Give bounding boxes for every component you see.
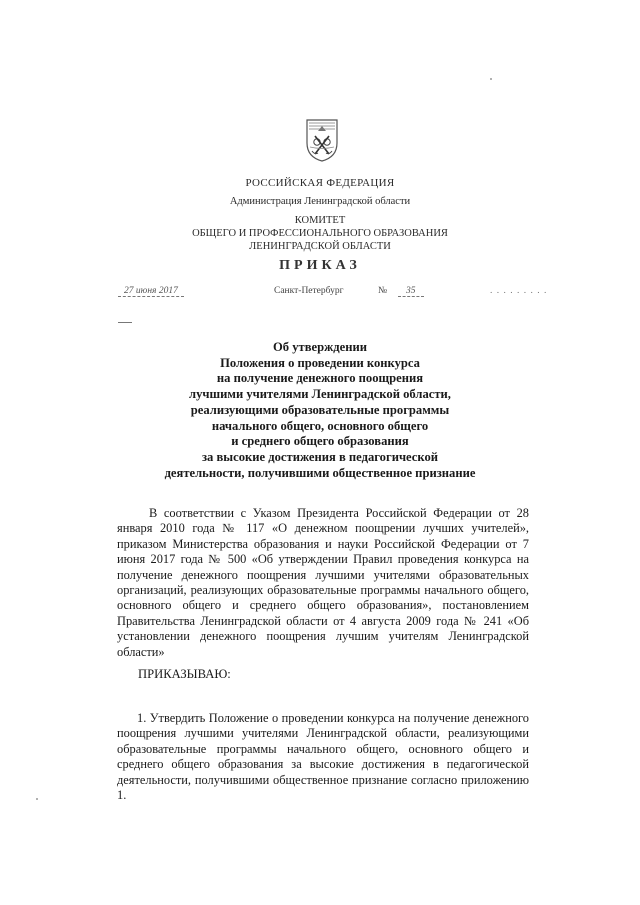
title-line: Об утверждении — [273, 340, 367, 354]
scan-speck — [36, 798, 38, 800]
leningrad-oblast-emblem-icon — [304, 117, 340, 163]
document-type-title: ПРИКАЗ — [279, 258, 361, 273]
blank-line: . . . . . . . . . — [490, 286, 548, 296]
title-line: на получение денежного поощрения — [216, 371, 424, 386]
committee-name — [0, 214, 640, 253]
committee-line: ЛЕНИНГРАДСКОЙ ОБЛАСТИ — [249, 241, 391, 252]
administration-name: Администрация Ленинградской области — [229, 196, 411, 207]
document-number-label: № — [378, 286, 388, 296]
orders-heading: ПРИКАЗЫВАЮ: — [138, 667, 231, 681]
title-line: за высокие достижения в педагогической — [201, 449, 439, 464]
margin-mark — [118, 322, 132, 323]
country-name: РОССИЙСКАЯ ФЕДЕРАЦИЯ — [245, 177, 395, 189]
committee-line: КОМИТЕТ — [294, 215, 346, 226]
document-city: Санкт-Петербург — [274, 286, 344, 296]
document-number: 35 — [398, 286, 424, 297]
title-line: реализующими образовательные программы — [190, 402, 450, 417]
title-line: начального общего, основного общего — [211, 418, 429, 433]
scan-speck — [490, 78, 492, 80]
preamble-paragraph: В соответствии с Указом Президента Российской Федерации от 28 января 2010 года № 117 «О денежном поощрении лучших учителей», приказом Министерства образования и науки Российской Федерации от 7 июня 2017 года № 500 «Об утверждении Правил проведения конкурса на получение денежного поощрения лучшими учителями образовательных организаций, реализующих образовательные программы начального общего, основного общего и среднего общего образования», постановлением Правительства Ленинградской области от 4 августа 2009 года № 241 «Об установлении денежного поощрения лучшим учителям Ленинградской области» — [117, 506, 529, 659]
order-title — [120, 340, 520, 481]
title-line: Положения о проведении конкурса — [220, 355, 420, 370]
title-line: и среднего общего образования — [231, 434, 409, 449]
document-date: 27 июня 2017 — [118, 286, 184, 297]
title-line: лучшими учителями Ленинградской области, — [189, 387, 451, 402]
committee-line: ОБЩЕГО И ПРОФЕССИОНАЛЬНОГО ОБРАЗОВАНИЯ — [192, 228, 448, 239]
title-line: деятельности, получившими общественное признание — [164, 465, 476, 480]
order-item-1: 1. Утвердить Положение о проведении конкурса на получение денежного поощрения лучшими учителями Ленинградской области, реализующими образовательные программы начального общего, основного общего и среднего общего образования за высокие достижения в педагогической деятельности, получившими общественное признание согласно приложению 1. — [117, 711, 529, 803]
